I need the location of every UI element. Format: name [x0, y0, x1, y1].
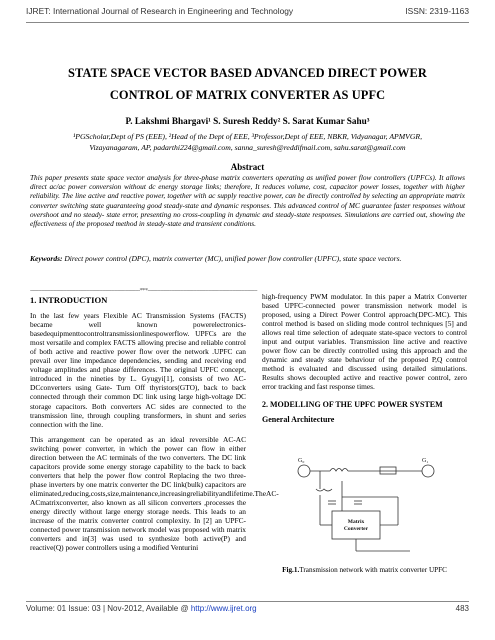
section-2-heading: 2. MODELLING OF THE UPFC POWER SYSTEM [262, 399, 443, 409]
title-line-1: STATE SPACE VECTOR BASED ADVANCED DIRECT POWER [68, 66, 427, 80]
figure-caption [262, 566, 467, 574]
running-header [26, 6, 469, 20]
mc-label-line-1: Matrix [347, 519, 365, 525]
figure-caption-text: Transmission network with matrix converter UPFC [299, 566, 447, 574]
abstract-heading: Abstract [230, 162, 265, 172]
keywords-label: Keywords: [30, 254, 63, 263]
journal-name: IJRET: International Journal of Research in Engineering and Technology [26, 6, 294, 16]
affiliations [26, 131, 469, 153]
authors: P. Lakshmi Bhargavi¹ S. Suresh Reddy² S. Sarat Kumar Sahu³ [125, 116, 370, 126]
receiving-label: G₁ [422, 458, 429, 464]
running-footer [26, 604, 469, 613]
intro-paragraph-1: In the last few years Flexible AC Transmission Systems (FACTS) became well known powerelectronics-basedequipmenttocontroltransmissionlinespowerflow. UPFCs are the most versatile and complex FACTS allowing precise and reliable control of both active and reactive power flow over the network .UPFC can prevail over line impedance dependencies, sending and receiving end voltage amplitudes and phase differences. The original UPFC concept, introduced in the nineties by L. Gyugyi[1], consists of two AC-DCconverters using Gate- Turn Off thyristors(GTO), back to back connected through their common DC link using large high-voltage DC storage capacitors. Both converters AC sides are connected to the transmission line, through coupling transformers, in shunt and series connection with the line. [30, 311, 246, 429]
section-separator: ----------------------------------------------------------------------***---------------------------------------------------------------------- [30, 287, 257, 294]
line-impedance-symbol [380, 467, 396, 474]
intro-paragraph-2: This arrangement can be operated as an ideal reversible AC-AC switching power converter, in which the power can flow in either direction between the AC terminals of the two converters. The DC link capacitors provide some energy storage capability to the back to back converters that help the power flow control Replacing the two three-phase inverters by one matrix converter the DC link(bulk) capacitors are eliminated,reducing,costs,size,maintenance,increasingreliabilityandlifetime.TheAC-ACmatrixconverter, also known as all silicon converters ,processes the energy directly without large energy storage needs. This leads to an increase of the matrix converter control complexity. In [2] an UPFC-connected power transmission network model was proposed with matrix converters and in[3] was used to synthesize both active(P) and reactive(Q) power controllers using a modified Venturini [30, 434, 279, 553]
footer-rule [26, 601, 469, 602]
page-number: 483 [455, 604, 469, 613]
journal-url-link[interactable]: http://www.ijret.org [190, 604, 257, 613]
right-column [262, 292, 467, 430]
series-transformer-symbol [330, 469, 348, 472]
issn: ISSN: 2319-1163 [405, 6, 469, 16]
keywords-text: Direct power control (DPC), matrix converter (MC), unified power flow controller (UPFC), state space vectors. [64, 254, 402, 263]
left-column [30, 295, 279, 558]
volume-info: Volume: 01 Issue: 03 | Nov-2012, Available @ [26, 604, 191, 613]
upfc-network-figure [290, 457, 440, 559]
affiliation-line-2: Vizayanagaram, AP, padarthi224@gmail.com, sanna_suresh@reddifmail.com, sahu.sarat@gmail.com [89, 143, 406, 152]
matrix-converter-box [332, 511, 380, 539]
receiving-generator-symbol [422, 465, 434, 477]
abstract-text: This paper presents state space vector analysis for three-phase matrix converters operating as unified power flow controllers (UPFCs). It allows direct ac/ac power conversion without dc energy storage links; therefore, It reduces volume, cost, capacitor power losses, together with higher reliability. The line active and reactive power, together with ac supply reactive power, can be directly controlled by selecting an appropriate matrix converter switching state guaranteeing good steady-state and dynamic responses. This advanced control of MC guarantee faster responses without overshoot and no steady- state error, presenting no cross-coupling in dynamic and steady-state responses. Simulations are carried out, showing the effectiveness of the proposed method in steady-state and transient conditions. [30, 173, 465, 229]
affiliation-line-1: ¹PGScholar,Dept of PS (EEE), ²Head of the Dept of EEE, ³Professor,Dept of EEE, NBKR, Vidyanagar, APMVGR, [72, 132, 423, 141]
source-label: G₀ [298, 458, 305, 464]
general-architecture-subheading: General Architecture [262, 414, 335, 424]
source-generator-symbol [298, 465, 310, 477]
keywords [30, 251, 465, 267]
header-rule [26, 22, 469, 23]
title-line-2: CONTROL OF MATRIX CONVERTER AS UPFC [109, 88, 386, 102]
figure-caption-label: Fig.1. [282, 566, 300, 574]
section-1-heading: 1. INTRODUCTION [30, 295, 108, 305]
intro-paragraph-3: high-frequency PWM modulator. In this paper a Matrix Converter based UPFC-connected power transmission network model is proposed, using a Direct Power Control approach(DPC-MC). This control method is based on sliding mode control techniques [5] and allows real time selection of adequate state-space vectors to control input and output variables. Transmission line active and reactive power flow can be directly controlled using this approach and the dynamic and steady state behaviour of the proposed P,Q control method is evaluated and discussed using detailed simulations. Results shows decoupled active and reactive power control, zero error tracking and fast response times. [262, 292, 467, 392]
paper-title [40, 62, 455, 106]
mc-label-line-2: Converter [343, 526, 369, 532]
